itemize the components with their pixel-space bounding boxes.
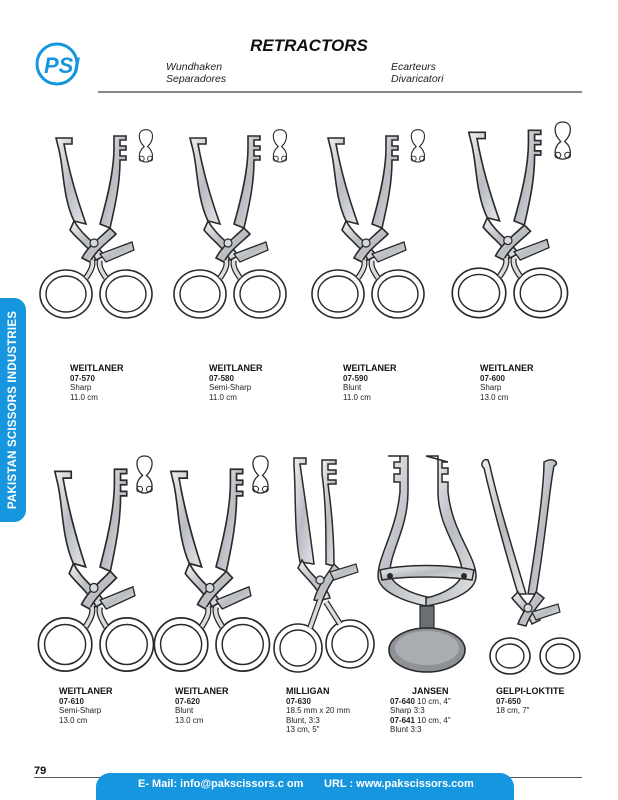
translation-german: Wundhaken: [166, 61, 223, 73]
product-caption-07-590: [343, 364, 397, 402]
product-code: 07-570: [70, 373, 95, 383]
translations-left: [166, 61, 226, 85]
product-size-2: 10 cm, 4": [417, 715, 451, 725]
product-code: 07-580: [209, 373, 234, 383]
product-size: 13.0 cm: [175, 715, 204, 725]
instrument-image-07-620: [148, 454, 282, 680]
product-name: WEITLANER: [175, 686, 229, 696]
translation-italian: Divaricatori: [391, 73, 444, 85]
footer-contact-bar: [96, 773, 514, 800]
logo-text: PSI: [44, 53, 80, 78]
instrument-image-07-600: [446, 120, 580, 330]
translations-right: [391, 61, 444, 85]
product-name: WEITLANER: [70, 363, 124, 373]
product-code: 07-610: [59, 696, 84, 706]
product-spec: Blunt: [343, 383, 362, 392]
instrument-image-07-570: [34, 126, 164, 326]
instrument-image-07-630: [270, 452, 380, 680]
footer-url[interactable]: URL : www.pakscissors.com: [324, 778, 474, 790]
product-code-2: 07-641: [390, 715, 415, 725]
product-spec: Sharp: [480, 383, 502, 392]
translation-french: Ecarteurs: [391, 61, 436, 73]
product-caption-07-650: [496, 687, 565, 716]
side-tab: [0, 298, 26, 522]
product-spec: Sharp: [70, 383, 92, 392]
product-spec: Semi-Sharp: [59, 706, 102, 715]
product-spec: Sharp 3:3: [390, 706, 425, 715]
product-code: 07-620: [175, 696, 200, 706]
page-number: 79: [34, 765, 47, 777]
product-name: JANSEN: [412, 686, 449, 696]
product-code: 07-590: [343, 373, 368, 383]
side-tab-label: PAKISTAN SCISSORS INDUSTRIES: [7, 310, 19, 510]
product-spec: Blunt: [175, 706, 194, 715]
product-name: GELPI-LOKTITE: [496, 686, 565, 696]
product-size: 18 cm, 7": [496, 706, 530, 715]
product-size: 13.0 cm: [480, 392, 509, 402]
product-size: 13.0 cm: [59, 715, 88, 725]
product-name: WEITLANER: [480, 363, 534, 373]
product-code: 07-600: [480, 373, 505, 383]
product-size: 11.0 cm: [209, 392, 237, 402]
product-name: WEITLANER: [59, 686, 113, 696]
header-divider: [98, 91, 582, 93]
product-caption-07-570: [70, 364, 124, 402]
product-caption-07-620: [175, 687, 229, 725]
product-code: 07-640: [390, 696, 415, 706]
instrument-image-07-590: [306, 126, 436, 326]
product-spec: 18.5 mm x 20 mm: [286, 706, 351, 715]
product-name: WEITLANER: [209, 363, 263, 373]
product-caption-07-600: [480, 364, 534, 402]
product-caption-07-580: [209, 364, 263, 402]
page-title: RETRACTORS: [250, 36, 368, 55]
instrument-image-07-650: [474, 454, 586, 680]
translation-spanish: Separadores: [166, 73, 227, 85]
product-name: WEITLANER: [343, 363, 397, 373]
product-code: 07-650: [496, 696, 521, 706]
instrument-image-07-610: [32, 454, 166, 680]
product-caption-07-630: [286, 687, 350, 735]
product-name: MILLIGAN: [286, 686, 330, 696]
product-size: 13 cm, 5": [286, 725, 320, 734]
instrument-image-07-580: [168, 126, 298, 326]
product-code: 07-630: [286, 696, 311, 706]
product-size: 10 cm, 4": [417, 696, 451, 706]
product-spec-2: Blunt, 3:3: [286, 715, 320, 725]
product-caption-07-610: [59, 687, 113, 725]
product-spec-2: Blunt 3:3: [390, 725, 422, 734]
product-size: 11.0 cm: [343, 392, 371, 402]
footer-email[interactable]: E- Mail: info@pakscissors.c om: [138, 778, 304, 790]
product-spec: Semi-Sharp: [209, 383, 252, 392]
product-size: 11.0 cm: [70, 392, 98, 402]
product-caption-07-640: [390, 687, 451, 735]
